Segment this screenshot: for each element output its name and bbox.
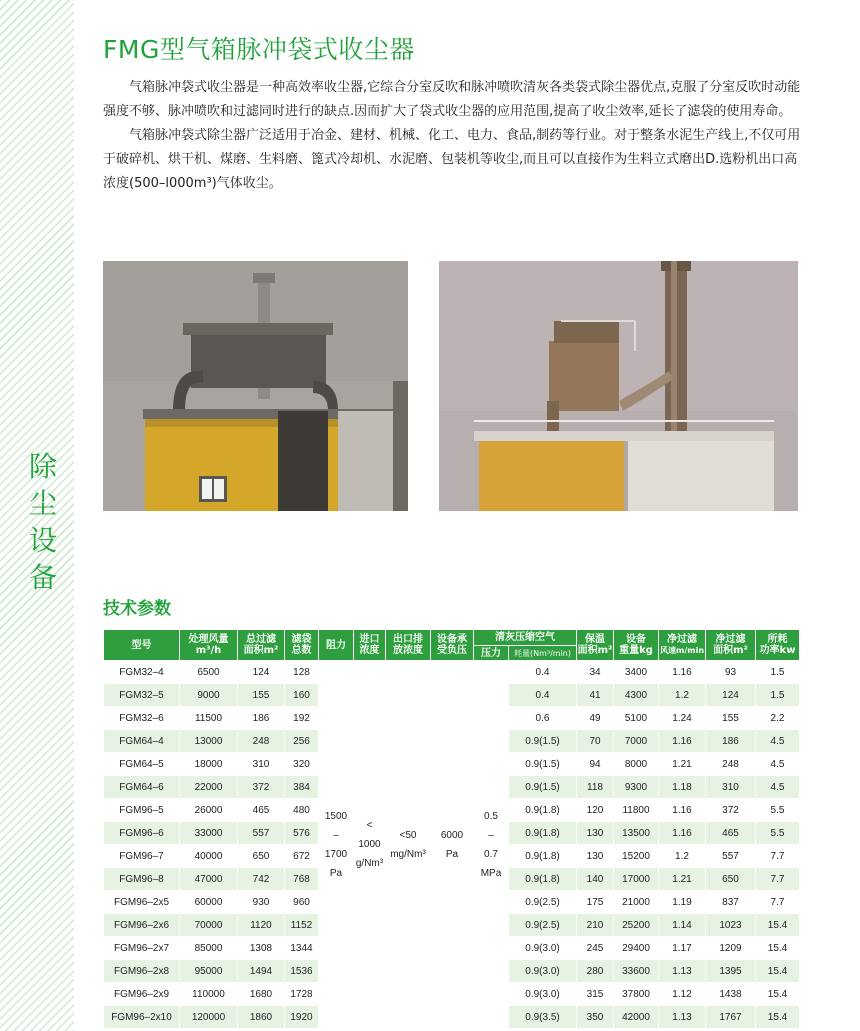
cell-model: FGM64–6: [104, 776, 180, 799]
cell-consumption: 0.9(1.8): [509, 799, 577, 822]
cell-filter-area: 465: [238, 799, 285, 822]
cell-air-volume: 47000: [180, 868, 238, 891]
cell-filter-speed: 1.14: [659, 914, 706, 937]
cell-bags: 1344: [285, 937, 319, 960]
intro-paragraph-2: 气箱脉冲袋式除尘器广泛适用于冶金、建材、机械、化工、电力、食品,制药等行业。对于整条水泥生产线上,不仅可用于破碎机、烘干机、煤磨、生料磨、篦式冷却机、水泥磨、包装机等收尘,而且可以直接作为生料立式磨出D.选粉机出口高浓度(500–l000m³)气体收尘。: [103, 128, 801, 191]
cell-model: FGM32–5: [104, 684, 180, 707]
table-row: [104, 661, 800, 684]
cell-insulation: 130: [577, 822, 614, 845]
cell-model: FGM96–7: [104, 845, 180, 868]
cell-power: 15.4: [756, 1006, 800, 1029]
cell-filter-area: 186: [238, 707, 285, 730]
cell-filter-speed: 1.21: [659, 753, 706, 776]
cell-weight: 3400: [614, 661, 659, 684]
section-title-tech-params: 技术参数: [103, 599, 171, 619]
collector-photo-2: [439, 261, 798, 511]
cell-air-volume: 110000: [180, 983, 238, 1006]
cell-weight: 15200: [614, 845, 659, 868]
cell-pressure-bear-line: 6000: [440, 829, 464, 841]
cell-consumption: 0.9(3.0): [509, 937, 577, 960]
cell-filter-area: 372: [238, 776, 285, 799]
cell-insulation: 118: [577, 776, 614, 799]
cell-net-area: 310: [706, 776, 756, 799]
cell-outlet-line: <50: [399, 829, 417, 841]
cell-clean-pressure: [474, 661, 509, 1029]
cell-inlet-line: 1000: [358, 839, 381, 850]
cell-net-area: 1767: [706, 1006, 756, 1029]
cell-bags: 256: [285, 730, 319, 753]
cell-air-volume: 11500: [180, 707, 238, 730]
header-filter-area: 总过滤 面积m²: [238, 630, 285, 661]
cell-power: 4.5: [756, 753, 800, 776]
cell-filter-area: 1860: [238, 1006, 285, 1029]
cell-resistance: [319, 661, 354, 1029]
cell-resistance-line: 1700: [324, 848, 348, 860]
cell-air-volume: 9000: [180, 684, 238, 707]
cell-net-area: 1209: [706, 937, 756, 960]
cell-filter-area: 248: [238, 730, 285, 753]
cell-consumption: 0.9(1.8): [509, 868, 577, 891]
header-filter-speed: 净过滤 风速m/min: [659, 630, 706, 661]
header-inlet: 进口 浓度: [354, 630, 386, 661]
cell-model: FGM96–5: [104, 799, 180, 822]
cell-insulation: 41: [577, 684, 614, 707]
cell-bags: 320: [285, 753, 319, 776]
cell-insulation: 175: [577, 891, 614, 914]
cell-consumption: 0.9(3.5): [509, 1006, 577, 1029]
cell-insulation: 350: [577, 1006, 614, 1029]
cell-air-volume: 13000: [180, 730, 238, 753]
cell-bags: 128: [285, 661, 319, 684]
cell-filter-speed: 1.16: [659, 661, 706, 684]
cell-weight: 4300: [614, 684, 659, 707]
cell-weight: 9300: [614, 776, 659, 799]
cell-filter-speed: 1.16: [659, 822, 706, 845]
cell-insulation: 315: [577, 983, 614, 1006]
cell-insulation: 280: [577, 960, 614, 983]
cell-filter-speed: 1.21: [659, 868, 706, 891]
cell-outlet: [386, 661, 431, 1029]
cell-power: 15.4: [756, 960, 800, 983]
cell-net-area: 650: [706, 868, 756, 891]
cell-net-area: 1438: [706, 983, 756, 1006]
cell-bags: 960: [285, 891, 319, 914]
cell-air-volume: 120000: [180, 1006, 238, 1029]
cell-consumption: 0.9(1.8): [509, 822, 577, 845]
cell-consumption: 0.9(1.8): [509, 845, 577, 868]
side-label-char: 备: [28, 561, 57, 594]
cell-insulation: 120: [577, 799, 614, 822]
header-insulation: 保温 面积m²: [577, 630, 614, 661]
cell-model: FGM96–6: [104, 822, 180, 845]
cell-power: 1.5: [756, 661, 800, 684]
cell-model: FGM96–2x9: [104, 983, 180, 1006]
cell-filter-speed: 1.17: [659, 937, 706, 960]
cell-filter-area: 124: [238, 661, 285, 684]
cell-model: FGM96–8: [104, 868, 180, 891]
cell-weight: 33600: [614, 960, 659, 983]
cell-weight: 17000: [614, 868, 659, 891]
cell-net-area: 124: [706, 684, 756, 707]
cell-consumption: 0.9(1.5): [509, 730, 577, 753]
cell-air-volume: 26000: [180, 799, 238, 822]
cell-weight: 8000: [614, 753, 659, 776]
cell-insulation: 49: [577, 707, 614, 730]
cell-filter-area: 650: [238, 845, 285, 868]
cell-clean-pressure-line: 0.7: [484, 848, 498, 860]
cell-filter-speed: 1.12: [659, 983, 706, 1006]
cell-power: 15.4: [756, 937, 800, 960]
cell-weight: 13500: [614, 822, 659, 845]
cell-model: FGM32–4: [104, 661, 180, 684]
cell-filter-speed: 1.24: [659, 707, 706, 730]
cell-insulation: 140: [577, 868, 614, 891]
cell-air-volume: 70000: [180, 914, 238, 937]
cell-air-volume: 85000: [180, 937, 238, 960]
cell-filter-speed: 1.13: [659, 960, 706, 983]
cell-air-volume: 6500: [180, 661, 238, 684]
cell-outlet-line: mg/Nm³: [390, 848, 426, 860]
cell-consumption: 0.9(1.5): [509, 776, 577, 799]
header-clean-consumption: 耗量(Nm³/min): [509, 646, 577, 661]
cell-resistance-line: –: [333, 829, 339, 841]
collector-photo-1: [103, 261, 408, 511]
cell-model: FGM96–2x7: [104, 937, 180, 960]
cell-filter-speed: 1.13: [659, 1006, 706, 1029]
cell-filter-area: 742: [238, 868, 285, 891]
page-title: FMG型气箱脉冲袋式收尘器: [103, 35, 415, 64]
cell-bags: 576: [285, 822, 319, 845]
cell-bags: 192: [285, 707, 319, 730]
cell-net-area: 248: [706, 753, 756, 776]
cell-inlet-line: <: [366, 820, 373, 831]
cell-filter-speed: 1.18: [659, 776, 706, 799]
cell-weight: 42000: [614, 1006, 659, 1029]
cell-power: 7.7: [756, 868, 800, 891]
cell-inlet: [354, 661, 386, 1029]
cell-insulation: 210: [577, 914, 614, 937]
cell-bags: 384: [285, 776, 319, 799]
cell-weight: 21000: [614, 891, 659, 914]
cell-filter-area: 930: [238, 891, 285, 914]
cell-air-volume: 18000: [180, 753, 238, 776]
cell-model: FGM32–6: [104, 707, 180, 730]
header-clean-pressure: 压力: [474, 646, 509, 661]
cell-net-area: 1395: [706, 960, 756, 983]
cell-power: 2.2: [756, 707, 800, 730]
cell-bags: 480: [285, 799, 319, 822]
cell-consumption: 0.6: [509, 707, 577, 730]
cell-consumption: 0.9(3.0): [509, 960, 577, 983]
cell-filter-area: 1120: [238, 914, 285, 937]
cell-inlet-line: g/Nm³: [355, 858, 384, 869]
cell-model: FGM96–2x8: [104, 960, 180, 983]
cell-consumption: 0.9(2.5): [509, 914, 577, 937]
cell-bags: 768: [285, 868, 319, 891]
cell-model: FGM64–4: [104, 730, 180, 753]
cell-air-volume: 33000: [180, 822, 238, 845]
cell-weight: 29400: [614, 937, 659, 960]
cell-filter-speed: 1.16: [659, 730, 706, 753]
header-weight: 设备 重量kg: [614, 630, 659, 661]
cell-weight: 5100: [614, 707, 659, 730]
header-outlet: 出口排 放浓度: [386, 630, 431, 661]
cell-clean-pressure-line: MPa: [480, 867, 502, 879]
cell-power: 1.5: [756, 684, 800, 707]
cell-bags: 1728: [285, 983, 319, 1006]
cell-air-volume: 95000: [180, 960, 238, 983]
header-model: 型号: [104, 630, 180, 661]
intro-text: [103, 76, 805, 196]
header-pressure-bear: 设备承 受负压: [431, 630, 474, 661]
cell-net-area: 557: [706, 845, 756, 868]
header-net-area: 净过滤 面积m²: [706, 630, 756, 661]
tech-params-table: [103, 629, 800, 1029]
cell-consumption: 0.9(3.0): [509, 983, 577, 1006]
cell-insulation: 245: [577, 937, 614, 960]
cell-filter-area: 155: [238, 684, 285, 707]
cell-weight: 7000: [614, 730, 659, 753]
cell-bags: 1920: [285, 1006, 319, 1029]
cell-filter-speed: 1.2: [659, 684, 706, 707]
header-bags: 滤袋 总数: [285, 630, 319, 661]
cell-bags: 160: [285, 684, 319, 707]
cell-power: 5.5: [756, 799, 800, 822]
cell-clean-pressure-line: –: [488, 829, 494, 841]
cell-consumption: 0.9(1.5): [509, 753, 577, 776]
cell-bags: 1536: [285, 960, 319, 983]
cell-resistance-line: Pa: [329, 867, 343, 879]
cell-consumption: 0.4: [509, 661, 577, 684]
cell-filter-speed: 1.16: [659, 799, 706, 822]
cell-net-area: 155: [706, 707, 756, 730]
cell-weight: 37800: [614, 983, 659, 1006]
cell-model: FGM96–2x5: [104, 891, 180, 914]
cell-net-area: 837: [706, 891, 756, 914]
cell-power: 15.4: [756, 983, 800, 1006]
cell-net-area: 1023: [706, 914, 756, 937]
side-label-char: 设: [28, 524, 57, 557]
side-category-label: [26, 448, 60, 596]
cell-air-volume: 40000: [180, 845, 238, 868]
header-clean-air: 清灰压缩空气: [474, 630, 577, 646]
cell-filter-speed: 1.19: [659, 891, 706, 914]
cell-filter-area: 1494: [238, 960, 285, 983]
cell-insulation: 94: [577, 753, 614, 776]
cell-power: 7.7: [756, 891, 800, 914]
side-label-char: 尘: [28, 487, 57, 520]
cell-power: 4.5: [756, 730, 800, 753]
cell-air-volume: 22000: [180, 776, 238, 799]
cell-pressure-bear: [431, 661, 474, 1029]
cell-filter-area: 1308: [238, 937, 285, 960]
cell-consumption: 0.9(2.5): [509, 891, 577, 914]
cell-resistance-line: 1500: [324, 810, 348, 822]
cell-filter-area: 1680: [238, 983, 285, 1006]
header-power: 所耗 功率kw: [756, 630, 800, 661]
cell-insulation: 130: [577, 845, 614, 868]
cell-air-volume: 60000: [180, 891, 238, 914]
cell-power: 7.7: [756, 845, 800, 868]
cell-pressure-bear-line: Pa: [445, 848, 459, 860]
cell-filter-area: 310: [238, 753, 285, 776]
cell-power: 15.4: [756, 914, 800, 937]
cell-weight: 25200: [614, 914, 659, 937]
cell-bags: 672: [285, 845, 319, 868]
intro-paragraph-1: 气箱脉冲袋式收尘器是一种高效率收尘器,它综合分室反吹和脉冲喷吹清灰各类袋式除尘器优点,克服了分室反吹时动能强度不够、脉冲喷吹和过滤同时进行的缺点.因而扩大了袋式收尘器的应用范围,提高了收尘效率,延长了滤袋的使用寿命。: [103, 80, 801, 119]
cell-filter-speed: 1.2: [659, 845, 706, 868]
cell-insulation: 70: [577, 730, 614, 753]
cell-insulation: 34: [577, 661, 614, 684]
side-label-char: 除: [28, 450, 57, 483]
cell-net-area: 465: [706, 822, 756, 845]
cell-power: 5.5: [756, 822, 800, 845]
cell-net-area: 93: [706, 661, 756, 684]
cell-model: FGM64–5: [104, 753, 180, 776]
cell-clean-pressure-line: 0.5: [484, 810, 498, 822]
cell-bags: 1152: [285, 914, 319, 937]
cell-model: FGM96–2x6: [104, 914, 180, 937]
cell-power: 4.5: [756, 776, 800, 799]
cell-consumption: 0.4: [509, 684, 577, 707]
header-air-volume: 处理风量 m³/h: [180, 630, 238, 661]
cell-filter-area: 557: [238, 822, 285, 845]
cell-net-area: 186: [706, 730, 756, 753]
cell-model: FGM96–2x10: [104, 1006, 180, 1029]
cell-net-area: 372: [706, 799, 756, 822]
header-resistance: 阻力: [319, 630, 354, 661]
cell-weight: 11800: [614, 799, 659, 822]
